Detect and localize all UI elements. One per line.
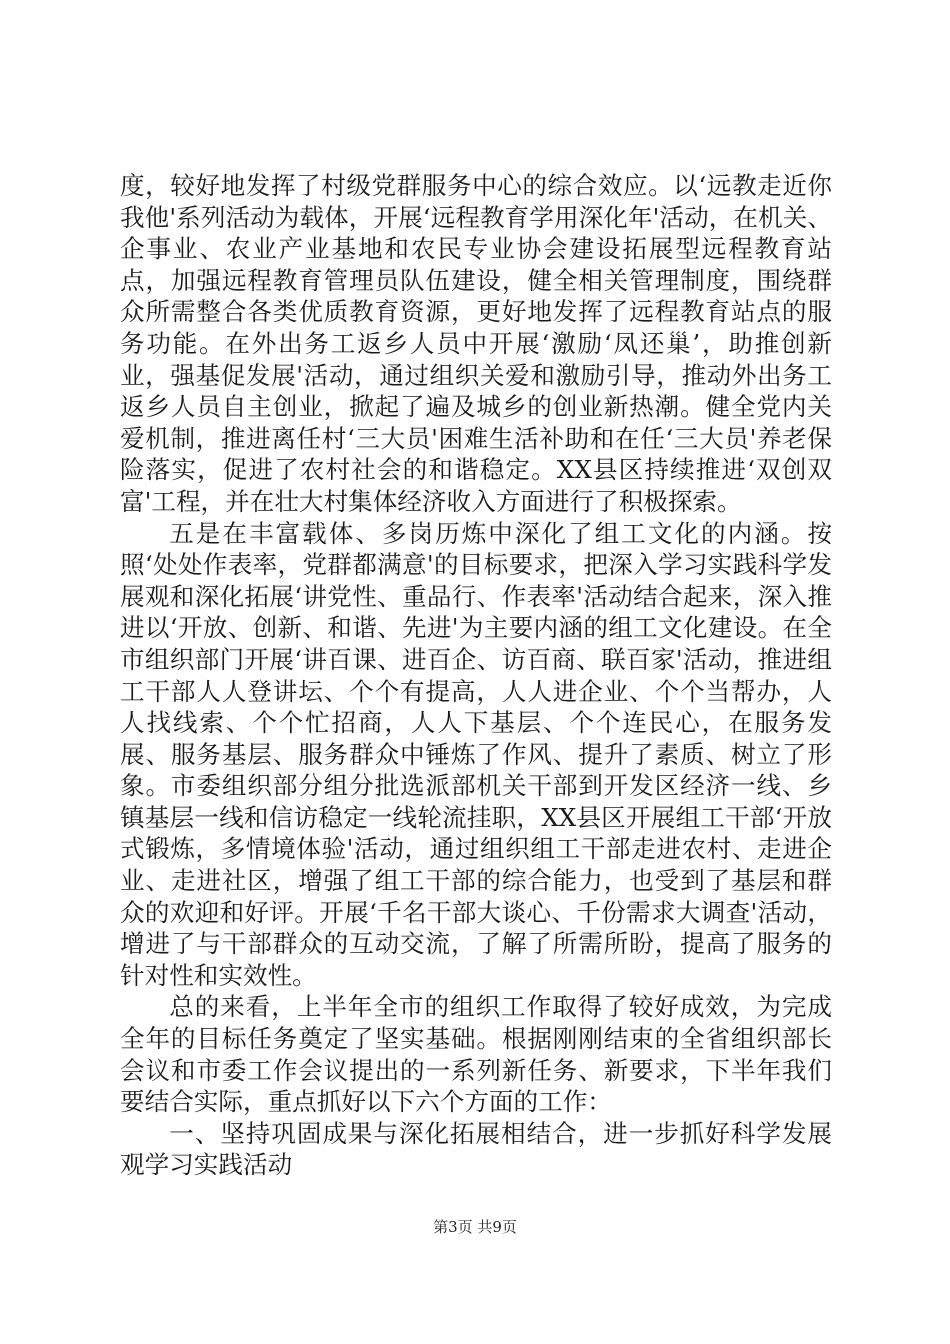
paragraph-2: 五是在丰富载体、多岗历炼中深化了组工文化的内涵。按照‘处处作表率，党群都满意'的目标要求，把深入学习实践科学发展观和深化拓展‘讲党性、重品行、作表率'活动结合起来，深入推进以‘开放、创新、和谐、先进'为主要内涵的组工文化建设。在全市组织部门开展‘讲百课、进百企、访百商、联百家'活动，推进组工干部人人登讲坛、个个有提高，人人进企业、个个当帮办，人人找线索、个个忙招商，人人下基层、个个连民心，在服务发展、服务基层、服务群众中锤炼了作风、提升了素质、树立了形象。市委组织部分组分批选派部机关干部到开发区经济一线、乡镇基层一线和信访稳定一线轮流挂职，XX县区开展组工干部‘开放式锻炼，多情境体验'活动，通过组织组工干部走进农村、走进企业、走进社区，增强了组工干部的综合能力，也受到了基层和群众的欢迎和好评。开展‘千名干部大谈心、千份需求大调查'活动，增进了与干部群众的互动交流，了解了所需所盼，提高了服务的针对性和实效性。 (120, 518, 832, 990)
document-body (120, 170, 832, 1181)
section-heading: 一、坚持巩固成果与深化拓展相结合，进一步抓好科学发展观学习实践活动 (120, 1118, 832, 1180)
paragraph-1: 度，较好地发挥了村级党群服务中心的综合效应。以‘远教走近你我他'系列活动为载体，开展‘远程教育学用深化年'活动，在机关、企事业、农业产业基地和农民专业协会建设拓展型远程教育站点，加强远程教育管理员队伍建设，健全相关管理制度，围绕群众所需整合各类优质教育资源，更好地发挥了远程教育站点的服务功能。在外出务工返乡人员中开展‘激励‘凤还巢’，助推创新业，强基促发展'活动，通过组织关爱和激励引导，推动外出务工返乡人员自主创业，掀起了遍及城乡的创业新热潮。健全党内关爱机制，推进离任村‘三大员'困难生活补助和在任‘三大员'养老保险落实，促进了农村社会的和谐稳定。XX县区持续推进‘双创双富'工程，并在壮大村集体经济收入方面进行了积极探索。 (120, 171, 832, 516)
paragraph-3: 总的来看，上半年全市的组织工作取得了较好成效，为完成全年的目标任务奠定了坚实基础。根据刚刚结束的全省组织部长会议和市委工作会议提出的一系列新任务、新要求，下半年我们要结合实际，重点抓好以下六个方面的工作： (120, 992, 832, 1117)
page-number-footer: 第3页 共9页 (433, 1218, 517, 1236)
